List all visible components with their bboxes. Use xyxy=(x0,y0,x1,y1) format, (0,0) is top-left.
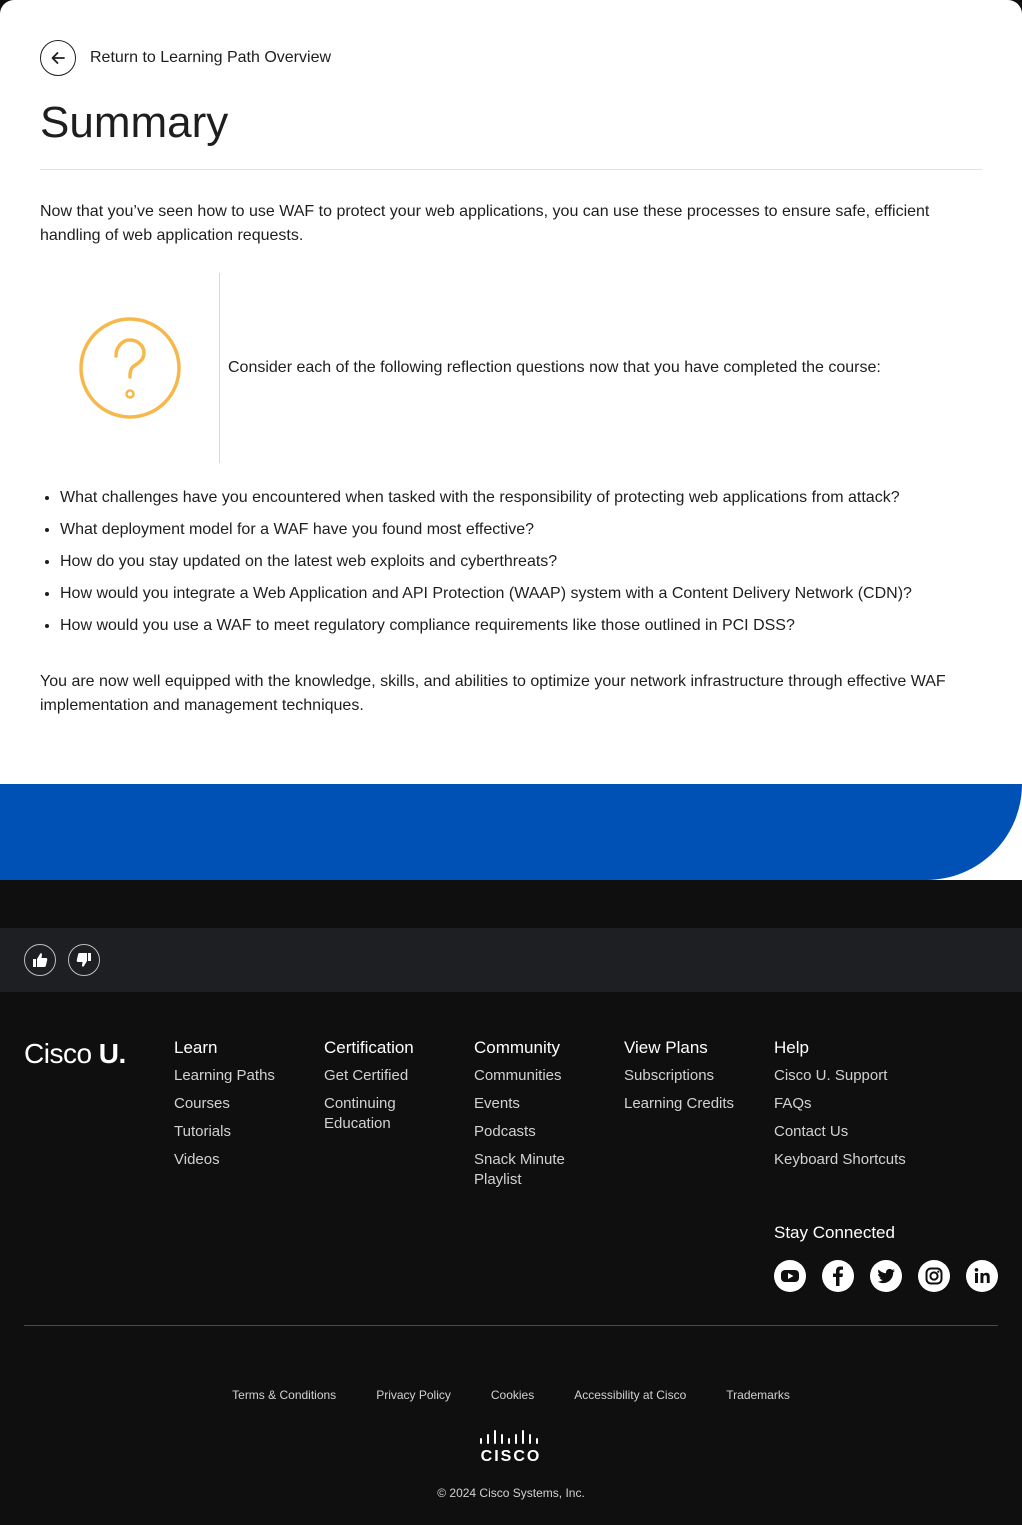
list-item: • How would you use a WAF to meet regulatory compliance requirements like those outlined in PCI DSS? xyxy=(60,614,982,646)
legal-links xyxy=(0,1386,1022,1404)
callout-divider xyxy=(219,273,220,463)
footer-link-cisco-u-support[interactable]: Cisco U. Support xyxy=(774,1067,888,1084)
footer-link-courses[interactable]: Courses xyxy=(174,1095,230,1112)
title-divider xyxy=(40,169,982,170)
privacy-policy-link[interactable]: Privacy Policy xyxy=(376,1388,451,1402)
stay-connected-heading: Stay Connected xyxy=(774,1223,895,1242)
footer-heading-help: Help xyxy=(774,1038,809,1057)
accessibility-link[interactable]: Accessibility at Cisco xyxy=(574,1388,687,1402)
footer-heading-learn: Learn xyxy=(174,1038,218,1057)
footer-link-videos[interactable]: Videos xyxy=(174,1151,220,1168)
facebook-icon[interactable] xyxy=(822,1260,854,1292)
return-to-learning-path-link[interactable] xyxy=(40,40,331,76)
callout-text: Consider each of the following reflection questions now that you have completed the course: xyxy=(228,359,881,376)
footer-link-learning-paths[interactable]: Learning Paths xyxy=(174,1067,275,1084)
footer-divider xyxy=(24,1325,998,1326)
footer-column-community xyxy=(474,1038,614,1198)
outro-paragraph: You are now well equipped with the knowledge, skills, and abilities to optimize your network infrastructure through effective WAF implementation and management techniques. xyxy=(40,673,946,714)
footer-column-view-plans xyxy=(624,1038,764,1122)
list-item: • How do you stay updated on the latest web exploits and cyberthreats? xyxy=(60,550,982,582)
cisco-logo-text: CISCO xyxy=(480,1448,542,1465)
thumbs-up-button[interactable] xyxy=(24,944,56,976)
cisco-logo xyxy=(477,1428,545,1466)
logo-suffix: U. xyxy=(98,1038,126,1069)
intro-paragraph: Now that you’ve seen how to use WAF to protect your web applications, you can use these processes to ensure safe, efficient handling of web application requests. xyxy=(40,203,930,244)
footer-link-learning-credits[interactable]: Learning Credits xyxy=(624,1095,735,1112)
footer-column-learn xyxy=(174,1038,314,1178)
logo-prefix: Cisco xyxy=(24,1038,92,1069)
footer-link-keyboard-shortcuts[interactable]: Keyboard Shortcuts xyxy=(774,1151,906,1168)
footer-link-get-certified[interactable]: Get Certified xyxy=(324,1067,409,1084)
return-link-label[interactable]: Return to Learning Path Overview xyxy=(90,49,332,66)
footer-link-podcasts[interactable]: Podcasts xyxy=(474,1123,536,1140)
question-circle-icon xyxy=(78,316,182,420)
footer-link-events[interactable]: Events xyxy=(474,1095,520,1112)
trademarks-link[interactable]: Trademarks xyxy=(726,1388,790,1402)
footer-link-contact-us[interactable]: Contact Us xyxy=(774,1123,849,1140)
arrow-left-icon[interactable] xyxy=(40,40,76,76)
cookies-link[interactable]: Cookies xyxy=(490,1388,535,1402)
footer-heading-certification: Certification xyxy=(324,1038,414,1057)
footer-column-help xyxy=(774,1038,914,1178)
thumbs-down-icon xyxy=(76,952,92,968)
footer-link-subscriptions[interactable]: Subscriptions xyxy=(624,1067,715,1084)
twitter-icon[interactable] xyxy=(870,1260,902,1292)
page-title: Summary xyxy=(40,98,229,147)
instagram-icon[interactable] xyxy=(918,1260,950,1292)
thumbs-down-button[interactable] xyxy=(68,944,100,976)
terms-link[interactable]: Terms & Conditions xyxy=(232,1388,337,1402)
footer-heading-view-plans: View Plans xyxy=(624,1038,708,1057)
reflection-questions-list xyxy=(40,486,982,646)
list-item: • How would you integrate a Web Application and API Protection (WAAP) system with a Content Delivery Network (CDN)? xyxy=(60,582,982,614)
list-item: • What challenges have you encountered when tasked with the responsibility of protecting web applications from attack? xyxy=(60,486,982,518)
thumbs-up-icon xyxy=(32,952,48,968)
cisco-u-logo[interactable] xyxy=(24,1038,126,1070)
footer-heading-community: Community xyxy=(474,1038,560,1057)
linkedin-icon[interactable] xyxy=(966,1260,998,1292)
list-item: • What deployment model for a WAF have you found most effective? xyxy=(60,518,982,550)
footer-link-communities[interactable]: Communities xyxy=(474,1067,562,1084)
blue-banner xyxy=(0,784,1022,880)
feedback-bar xyxy=(0,928,1022,992)
copyright: © 2024 Cisco Systems, Inc. xyxy=(437,1486,585,1500)
footer-link-continuing-education[interactable]: Continuing Education xyxy=(324,1095,396,1132)
footer-column-certification xyxy=(324,1038,464,1142)
footer-link-faqs[interactable]: FAQs xyxy=(774,1095,812,1112)
youtube-icon[interactable] xyxy=(774,1260,806,1292)
footer-link-snack-minute-playlist[interactable]: Snack Minute Playlist xyxy=(474,1151,565,1188)
footer-link-tutorials[interactable]: Tutorials xyxy=(174,1123,231,1140)
